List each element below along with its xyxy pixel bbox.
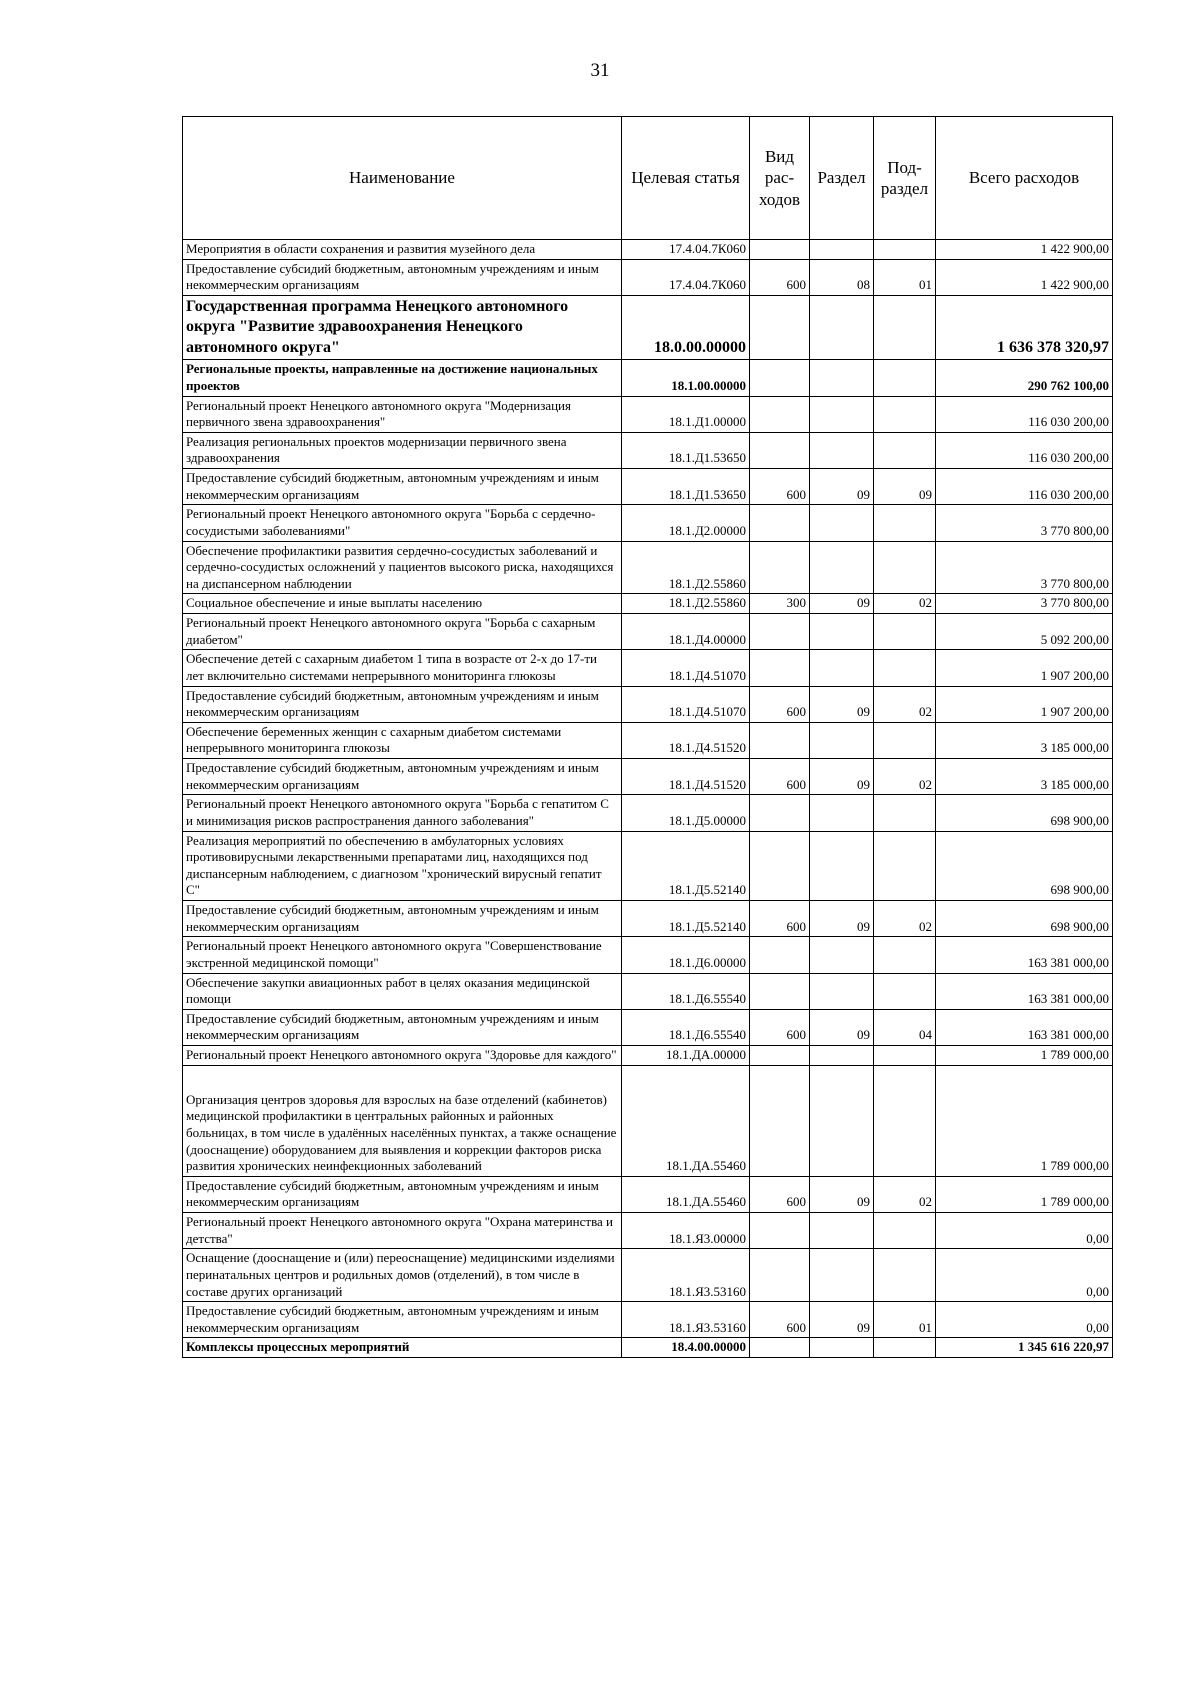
- cell-total: 0,00: [936, 1249, 1113, 1302]
- cell-name: Предоставление субсидий бюджетным, автономным учреждениям и иным некоммерческим организациям: [183, 1302, 622, 1338]
- cell-total: 116 030 200,00: [936, 396, 1113, 432]
- table-row: [183, 686, 1113, 722]
- cell-name: Организация центров здоровья для взрослых на базе отделений (кабинетов) медицинской профилактики в центральных районных и районных больницах, в том числе в удалённых населённых пунктах, а также оснащение (дооснащение) оборудованием для выявления и коррекции факторов риска развития хронических неинфекционных заболеваний: [183, 1065, 622, 1176]
- cell-target: 18.1.00.00000: [622, 360, 750, 396]
- cell-type: [750, 240, 810, 260]
- cell-target: 18.1.Д4.51070: [622, 686, 750, 722]
- cell-total: 3 185 000,00: [936, 759, 1113, 795]
- cell-section: 09: [810, 901, 874, 937]
- table-row: [183, 505, 1113, 541]
- table-row: [183, 240, 1113, 260]
- cell-section: [810, 505, 874, 541]
- cell-name: Предоставление субсидий бюджетным, автономным учреждениям и иным некоммерческим организациям: [183, 469, 622, 505]
- cell-target: 18.1.Д2.55860: [622, 541, 750, 594]
- cell-subsection: 01: [874, 1302, 936, 1338]
- cell-total: 5 092 200,00: [936, 614, 1113, 650]
- cell-subsection: 09: [874, 469, 936, 505]
- table-row: [183, 614, 1113, 650]
- cell-target: 18.1.Я3.53160: [622, 1249, 750, 1302]
- cell-total: 1 907 200,00: [936, 650, 1113, 686]
- header-target: Целевая статья: [622, 117, 750, 240]
- cell-name: Оснащение (дооснащение и (или) переоснащение) медицинскими изделиями перинатальных центров и родильных домов (отделений), в том числе в составе других организаций: [183, 1249, 622, 1302]
- cell-type: [750, 541, 810, 594]
- cell-section: [810, 360, 874, 396]
- header-subsection: Под-раздел: [874, 117, 936, 240]
- cell-subsection: 02: [874, 901, 936, 937]
- cell-target: 18.1.Д5.00000: [622, 795, 750, 831]
- cell-name: Региональный проект Ненецкого автономного округа "Борьба с сахарным диабетом": [183, 614, 622, 650]
- cell-section: [810, 614, 874, 650]
- table-row: [183, 432, 1113, 468]
- table-row: [183, 1213, 1113, 1249]
- cell-total: 3 185 000,00: [936, 722, 1113, 758]
- header-total: Всего расходов: [936, 117, 1113, 240]
- cell-total: 1 422 900,00: [936, 240, 1113, 260]
- cell-target: 18.1.Д4.00000: [622, 614, 750, 650]
- table-row: [183, 1338, 1113, 1358]
- cell-type: [750, 1338, 810, 1358]
- cell-section: 09: [810, 1302, 874, 1338]
- cell-section: [810, 650, 874, 686]
- table-row: [183, 1009, 1113, 1045]
- table-header-row: [183, 117, 1113, 240]
- cell-subsection: [874, 614, 936, 650]
- cell-total: 116 030 200,00: [936, 432, 1113, 468]
- cell-subsection: 02: [874, 1176, 936, 1212]
- cell-name: Региональный проект Ненецкого автономного округа "Борьба с гепатитом С и минимизация рисков распространения данного заболевания": [183, 795, 622, 831]
- table-row: [183, 469, 1113, 505]
- cell-type: 600: [750, 759, 810, 795]
- table-row: [183, 937, 1113, 973]
- header-section: Раздел: [810, 117, 874, 240]
- table-row: [183, 901, 1113, 937]
- cell-name: Региональные проекты, направленные на достижение национальных проектов: [183, 360, 622, 396]
- cell-section: [810, 1338, 874, 1358]
- cell-total: 290 762 100,00: [936, 360, 1113, 396]
- cell-name: Обеспечение беременных женщин с сахарным диабетом системами непрерывного мониторинга глюкозы: [183, 722, 622, 758]
- cell-subsection: 02: [874, 759, 936, 795]
- table-row: [183, 360, 1113, 396]
- table-body: [183, 240, 1113, 1358]
- cell-section: [810, 722, 874, 758]
- cell-name: Предоставление субсидий бюджетным, автономным учреждениям и иным некоммерческим организациям: [183, 901, 622, 937]
- cell-subsection: [874, 396, 936, 432]
- cell-subsection: [874, 541, 936, 594]
- cell-subsection: [874, 795, 936, 831]
- cell-name: Обеспечение детей с сахарным диабетом 1 типа в возрасте от 2-х до 17-ти лет включительно системами непрерывного мониторинга глюкозы: [183, 650, 622, 686]
- cell-type: [750, 1249, 810, 1302]
- cell-name: Обеспечение профилактики развития сердечно-сосудистых заболеваний и сердечно-сосудистых осложнений у пациентов высокого риска, находящихся на диспансерном наблюдении: [183, 541, 622, 594]
- cell-target: 17.4.04.7К060: [622, 259, 750, 295]
- table-row: [183, 594, 1113, 614]
- cell-section: [810, 295, 874, 359]
- cell-subsection: [874, 722, 936, 758]
- cell-type: [750, 722, 810, 758]
- table-row: [183, 1302, 1113, 1338]
- cell-target: 18.1.Д4.51070: [622, 650, 750, 686]
- cell-target: 18.1.Д1.00000: [622, 396, 750, 432]
- cell-section: [810, 831, 874, 901]
- cell-section: 09: [810, 686, 874, 722]
- cell-target: 18.1.ДА.55460: [622, 1065, 750, 1176]
- cell-type: [750, 973, 810, 1009]
- cell-section: [810, 795, 874, 831]
- cell-total: 698 900,00: [936, 831, 1113, 901]
- cell-type: 600: [750, 1009, 810, 1045]
- cell-section: 09: [810, 1176, 874, 1212]
- table-row: [183, 1046, 1113, 1066]
- cell-subsection: [874, 650, 936, 686]
- cell-section: [810, 1046, 874, 1066]
- cell-target: 18.1.Я3.00000: [622, 1213, 750, 1249]
- cell-section: 08: [810, 259, 874, 295]
- cell-target: 18.4.00.00000: [622, 1338, 750, 1358]
- cell-section: [810, 396, 874, 432]
- cell-subsection: [874, 1213, 936, 1249]
- cell-target: 18.1.ДА.00000: [622, 1046, 750, 1066]
- cell-total: 1 345 616 220,97: [936, 1338, 1113, 1358]
- cell-total: 163 381 000,00: [936, 937, 1113, 973]
- cell-subsection: [874, 432, 936, 468]
- cell-type: 600: [750, 686, 810, 722]
- table-row: [183, 396, 1113, 432]
- cell-section: [810, 240, 874, 260]
- cell-subsection: [874, 1338, 936, 1358]
- cell-target: 18.1.Д6.55540: [622, 973, 750, 1009]
- cell-name: Региональный проект Ненецкого автономного округа "Модернизация первичного звена здравоохранения": [183, 396, 622, 432]
- cell-type: [750, 1065, 810, 1176]
- cell-subsection: [874, 360, 936, 396]
- cell-target: 18.1.Д5.52140: [622, 901, 750, 937]
- table-row: [183, 795, 1113, 831]
- cell-name: Предоставление субсидий бюджетным, автономным учреждениям и иным некоммерческим организациям: [183, 1176, 622, 1212]
- cell-total: 698 900,00: [936, 901, 1113, 937]
- cell-subsection: 02: [874, 594, 936, 614]
- table-row: [183, 1249, 1113, 1302]
- cell-type: 300: [750, 594, 810, 614]
- cell-subsection: 04: [874, 1009, 936, 1045]
- cell-target: 18.1.Д4.51520: [622, 759, 750, 795]
- cell-total: 0,00: [936, 1213, 1113, 1249]
- cell-name: Государственная программа Ненецкого автономного округа "Развитие здравоохранения Ненецкого автономного округа": [183, 295, 622, 359]
- cell-section: [810, 432, 874, 468]
- cell-name: Региональный проект Ненецкого автономного округа "Борьба с сердечно-сосудистыми заболеваниями": [183, 505, 622, 541]
- cell-name: Региональный проект Ненецкого автономного округа "Совершенствование экстренной медицинской помощи": [183, 937, 622, 973]
- cell-total: 0,00: [936, 1302, 1113, 1338]
- cell-target: 18.1.Д6.55540: [622, 1009, 750, 1045]
- cell-section: 09: [810, 594, 874, 614]
- cell-type: [750, 505, 810, 541]
- cell-type: [750, 614, 810, 650]
- cell-subsection: [874, 973, 936, 1009]
- table-row: [183, 722, 1113, 758]
- cell-subsection: [874, 295, 936, 359]
- cell-total: 3 770 800,00: [936, 541, 1113, 594]
- cell-target: 18.1.Д1.53650: [622, 469, 750, 505]
- cell-total: 3 770 800,00: [936, 505, 1113, 541]
- cell-target: 18.1.Д4.51520: [622, 722, 750, 758]
- cell-type: [750, 937, 810, 973]
- header-type: Вид рас-ходов: [750, 117, 810, 240]
- cell-name: Предоставление субсидий бюджетным, автономным учреждениям и иным некоммерческим организациям: [183, 686, 622, 722]
- cell-section: 09: [810, 759, 874, 795]
- cell-type: [750, 650, 810, 686]
- cell-subsection: [874, 831, 936, 901]
- cell-name: Реализация мероприятий по обеспечению в амбулаторных условиях противовирусными лекарственными препаратами лиц, находящихся под диспансерным наблюдением, с диагнозом "хронический вирусный гепатит С": [183, 831, 622, 901]
- table-row: [183, 259, 1113, 295]
- cell-name: Комплексы процессных мероприятий: [183, 1338, 622, 1358]
- cell-type: 600: [750, 1176, 810, 1212]
- cell-name: Реализация региональных проектов модернизации первичного звена здравоохранения: [183, 432, 622, 468]
- cell-type: [750, 831, 810, 901]
- cell-target: 18.1.ДА.55460: [622, 1176, 750, 1212]
- cell-subsection: [874, 240, 936, 260]
- cell-target: 18.1.Д2.55860: [622, 594, 750, 614]
- cell-name: Предоставление субсидий бюджетным, автономным учреждениям и иным некоммерческим организациям: [183, 1009, 622, 1045]
- cell-type: [750, 1046, 810, 1066]
- cell-type: [750, 432, 810, 468]
- cell-target: 18.1.Д5.52140: [622, 831, 750, 901]
- table-row: [183, 1065, 1113, 1176]
- cell-total: 1 789 000,00: [936, 1046, 1113, 1066]
- cell-subsection: [874, 937, 936, 973]
- cell-name: Региональный проект Ненецкого автономного округа "Здоровье для каждого": [183, 1046, 622, 1066]
- header-name: Наименование: [183, 117, 622, 240]
- cell-type: 600: [750, 901, 810, 937]
- cell-type: [750, 295, 810, 359]
- table-row: [183, 1176, 1113, 1212]
- table-row: [183, 650, 1113, 686]
- cell-type: 600: [750, 259, 810, 295]
- cell-total: 163 381 000,00: [936, 1009, 1113, 1045]
- cell-name: Предоставление субсидий бюджетным, автономным учреждениям и иным некоммерческим организациям: [183, 759, 622, 795]
- cell-section: [810, 1249, 874, 1302]
- cell-section: 09: [810, 469, 874, 505]
- cell-type: [750, 360, 810, 396]
- cell-name: Обеспечение закупки авиационных работ в целях оказания медицинской помощи: [183, 973, 622, 1009]
- cell-target: 17.4.04.7К060: [622, 240, 750, 260]
- cell-section: [810, 541, 874, 594]
- cell-total: 1 636 378 320,97: [936, 295, 1113, 359]
- cell-subsection: 02: [874, 686, 936, 722]
- cell-name: Региональный проект Ненецкого автономного округа "Охрана материнства и детства": [183, 1213, 622, 1249]
- table-row: [183, 831, 1113, 901]
- cell-section: 09: [810, 1009, 874, 1045]
- cell-total: 1 907 200,00: [936, 686, 1113, 722]
- cell-subsection: [874, 1046, 936, 1066]
- cell-type: 600: [750, 469, 810, 505]
- cell-total: 163 381 000,00: [936, 973, 1113, 1009]
- table-row: [183, 295, 1113, 359]
- cell-type: [750, 795, 810, 831]
- cell-target: 18.0.00.00000: [622, 295, 750, 359]
- cell-total: 3 770 800,00: [936, 594, 1113, 614]
- table-row: [183, 759, 1113, 795]
- cell-subsection: 01: [874, 259, 936, 295]
- cell-section: [810, 973, 874, 1009]
- page-number: 31: [590, 60, 610, 81]
- budget-table: [182, 116, 1113, 1358]
- cell-subsection: [874, 505, 936, 541]
- cell-type: 600: [750, 1302, 810, 1338]
- cell-section: [810, 1213, 874, 1249]
- cell-total: 698 900,00: [936, 795, 1113, 831]
- cell-total: 1 422 900,00: [936, 259, 1113, 295]
- cell-total: 116 030 200,00: [936, 469, 1113, 505]
- cell-total: 1 789 000,00: [936, 1065, 1113, 1176]
- cell-section: [810, 937, 874, 973]
- table-row: [183, 541, 1113, 594]
- cell-name: Предоставление субсидий бюджетным, автономным учреждениям и иным некоммерческим организациям: [183, 259, 622, 295]
- cell-target: 18.1.Д1.53650: [622, 432, 750, 468]
- table-row: [183, 973, 1113, 1009]
- cell-total: 1 789 000,00: [936, 1176, 1113, 1212]
- cell-target: 18.1.Д2.00000: [622, 505, 750, 541]
- cell-type: [750, 1213, 810, 1249]
- cell-subsection: [874, 1065, 936, 1176]
- cell-target: 18.1.Я3.53160: [622, 1302, 750, 1338]
- cell-section: [810, 1065, 874, 1176]
- cell-type: [750, 396, 810, 432]
- cell-name: Мероприятия в области сохранения и развития музейного дела: [183, 240, 622, 260]
- cell-target: 18.1.Д6.00000: [622, 937, 750, 973]
- cell-name: Социальное обеспечение и иные выплаты населению: [183, 594, 622, 614]
- cell-subsection: [874, 1249, 936, 1302]
